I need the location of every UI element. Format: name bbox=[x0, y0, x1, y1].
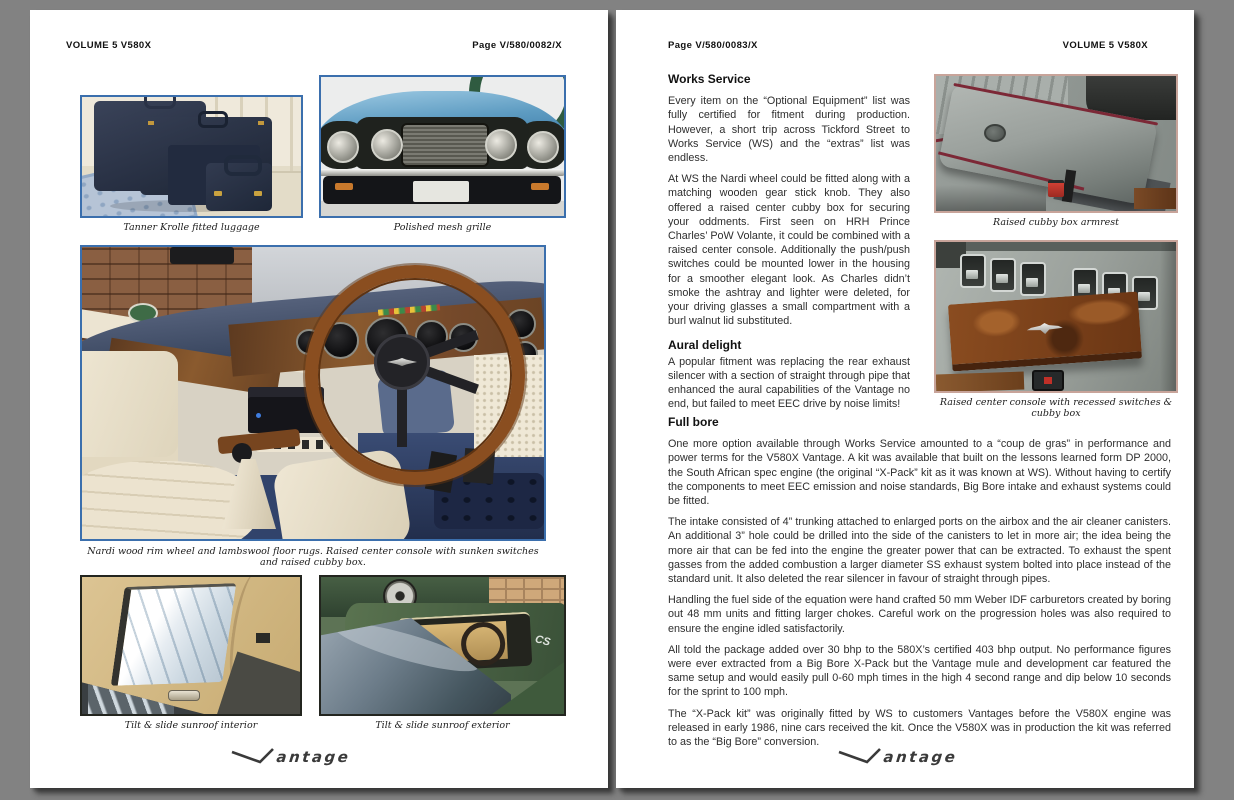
console-top-shadow bbox=[936, 242, 1176, 251]
grille-headlight-inner-right bbox=[485, 129, 517, 161]
vantage-logo bbox=[668, 743, 1171, 774]
caption-sunroof-exterior: Tilt & slide sunroof exterior bbox=[375, 720, 510, 731]
vantage-logo-svg bbox=[835, 743, 1005, 769]
vantage-logo-text: antage bbox=[275, 748, 352, 766]
grille-number-plate bbox=[413, 181, 469, 202]
full-bore-paragraph: All told the package added over 30 bhp to the 580X’s certified 403 bhp output. No performance figures were ever extracted from a Big Bore X-Pack but the Vantage mule and development car featured the same setup and would easily pull 0-60 mph times in the high 4 second range and dip below 10 seconds for the sprint to 100 mph. bbox=[668, 643, 1171, 699]
caption-grille: Polished mesh grille bbox=[393, 222, 492, 233]
caption-interior: Nardi wood rim wheel and lambswool floor rugs. Raised center console with sunken switches and raised cubby box. bbox=[87, 546, 539, 568]
armrest-shadow bbox=[936, 185, 1046, 211]
vantage-logo-text: antage bbox=[882, 748, 958, 766]
photo-grille bbox=[319, 75, 566, 218]
works-service-paragraph: Every item on the “Optional Equipment” list was fully certified for fitment during production. However, a short trip across Tickford Street to Works Service (WS) and the “extras” list was endless. bbox=[668, 95, 910, 165]
vantage-logo bbox=[80, 743, 546, 774]
photo-luggage bbox=[80, 95, 303, 218]
vantage-logo-v-swoosh bbox=[839, 749, 880, 762]
photo-sunroof-exterior bbox=[319, 575, 566, 716]
caption-armrest: Raised cubby box armrest bbox=[993, 217, 1119, 228]
grille-indicator-left bbox=[335, 183, 353, 190]
full-bore-section bbox=[668, 415, 1171, 756]
console-recessed-switch bbox=[1020, 262, 1046, 296]
heading-full-bore: Full bore bbox=[668, 415, 719, 429]
photo-sunroof-exterior-art bbox=[321, 577, 564, 714]
console-recessed-switch bbox=[960, 254, 986, 288]
sunroof-exterior-lettering: CS bbox=[533, 633, 552, 649]
vantage-logo-svg bbox=[228, 743, 398, 769]
photo-console-art bbox=[936, 242, 1176, 391]
left-page bbox=[30, 10, 608, 788]
armrest-lock-button bbox=[984, 124, 1006, 142]
console-edge-shadow bbox=[1160, 242, 1176, 391]
grille-headlight-outer-right bbox=[527, 131, 559, 163]
photo-grille-art bbox=[321, 77, 564, 216]
luggage-brass-fitting bbox=[258, 121, 264, 125]
full-bore-paragraph: Handling the fuel side of the equation were hand crafted 50 mm Weber IDF carburetors created by boring out 48 mm units and fitting larger chokes. Careful work on the progression holes was also required to ensure the engine idled satisfactorily. bbox=[668, 594, 1171, 635]
right-page-header-volume: VOLUME 5 V580X bbox=[1062, 40, 1148, 51]
caption-sunroof-interior: Tilt & slide sunroof interior bbox=[124, 720, 258, 731]
armrest-seatbelt-buckle bbox=[1048, 180, 1064, 197]
photo-armrest bbox=[934, 74, 1178, 213]
full-bore-paragraph: The “X-Pack kit” was originally fitted by WS to customers Vantages before the V580X engine was released in early 1986, nine cars received the kit. Once the V580X was in production the kit was referred to as the “Big Bore” conversion. bbox=[668, 707, 1171, 749]
right-page-header-pagenum: Page V/580/0083/X bbox=[668, 40, 758, 51]
vantage-logo-v-swoosh bbox=[232, 749, 273, 762]
photo-sunroof-interior-art bbox=[82, 577, 300, 714]
heading-aural-delight: Aural delight bbox=[668, 338, 742, 353]
console-wood-trim bbox=[936, 371, 1024, 391]
caption-luggage: Tanner Krolle fitted luggage bbox=[123, 222, 260, 233]
grille-indicator-right bbox=[531, 183, 549, 190]
full-bore-paragraph: The intake consisted of 4” trunking attached to enlarged ports on the airbox and the air cleaner canisters. An additional 3” hole could be drilled into the side of the canisters to let in more air; the idea being the more air that can be fed into the engine the greater power that can be extracted. To exhaust the spent gasses from the added combustion a larger diameter SS exhaust system bolted into place instead of the standard unit. It also deleted the rear silencer in favour of straight through pipes. bbox=[668, 516, 1171, 586]
photo-sunroof-interior bbox=[80, 575, 302, 716]
armrest-wood-trim bbox=[1134, 188, 1176, 209]
photo-interior-art bbox=[82, 247, 544, 539]
aural-delight-paragraph: A popular fitment was replacing the rear exhaust silencer with a section of straight through pipe that enhanced the aural capabilities of the Vantage no end, but failed to meet EEC drive by noise limits! bbox=[668, 355, 910, 411]
photo-luggage-art bbox=[82, 97, 301, 216]
console-recessed-switch bbox=[990, 258, 1016, 292]
sunroof-interior-latch bbox=[256, 633, 270, 643]
works-service-column bbox=[668, 72, 910, 418]
photo-console bbox=[934, 240, 1178, 393]
grille-chrome-bumper bbox=[321, 169, 564, 176]
console-wings-badge bbox=[1026, 322, 1063, 335]
left-page-header-volume: VOLUME 5 V580X bbox=[66, 40, 152, 51]
full-bore-paragraph: One more option available through Works Service amounted to a “coup de gras” in performance and power terms for the V580X Vantage. A kit was available that built on the lessons learned form DP 2000, the South African spec engine (the original “X-Pack” kit as it was known at WS). Without having to certify the components to meet EEC emission and noise standards, Big Bore intake and exhaust systems could be fitted. bbox=[668, 438, 1171, 508]
luggage-brass-latch bbox=[214, 191, 222, 196]
grille-headlight-outer-left bbox=[327, 131, 359, 163]
photo-interior bbox=[80, 245, 546, 541]
caption-console: Raised center console with recessed switches & cubby box bbox=[939, 397, 1173, 419]
interior-rearview-mirror bbox=[170, 247, 234, 264]
luggage-brass-fitting bbox=[148, 121, 154, 125]
console-hazard-switch bbox=[1032, 370, 1064, 391]
heading-works-service: Works Service bbox=[668, 72, 751, 86]
luggage-suitcase-large-handle bbox=[144, 97, 176, 109]
right-page bbox=[616, 10, 1194, 788]
console-walnut-lid bbox=[948, 291, 1142, 371]
interior-wheel-hub-badge bbox=[374, 334, 430, 390]
sunroof-interior-opening bbox=[111, 583, 237, 686]
photo-armrest-art bbox=[936, 76, 1176, 211]
luggage-vanity-case-handle bbox=[224, 155, 262, 176]
grille-mesh bbox=[401, 123, 489, 167]
sunroof-interior-handle bbox=[168, 690, 200, 701]
luggage-suitcase-medium-handle bbox=[198, 111, 228, 128]
works-service-paragraph: At WS the Nardi wheel could be fitted along with a matching wooden gear stick knob. They also offered a raised center cubby box for securing your oddments. First seen on HRH Prince Charles’ PoW Volante, it could be combined with a raised center console. Additionally the push/push switches could be mounted lower in the housing for a smoother elegant look. As Charles didn’t smoke the ashtray and lighter were deleted, for your driving glasses a small compartment with a burl walnut lid substituted. bbox=[668, 173, 910, 328]
luggage-brass-latch bbox=[254, 191, 262, 196]
grille-headlight-inner-left bbox=[371, 129, 403, 161]
left-page-header-pagenum: Page V/580/0082/X bbox=[472, 40, 562, 51]
